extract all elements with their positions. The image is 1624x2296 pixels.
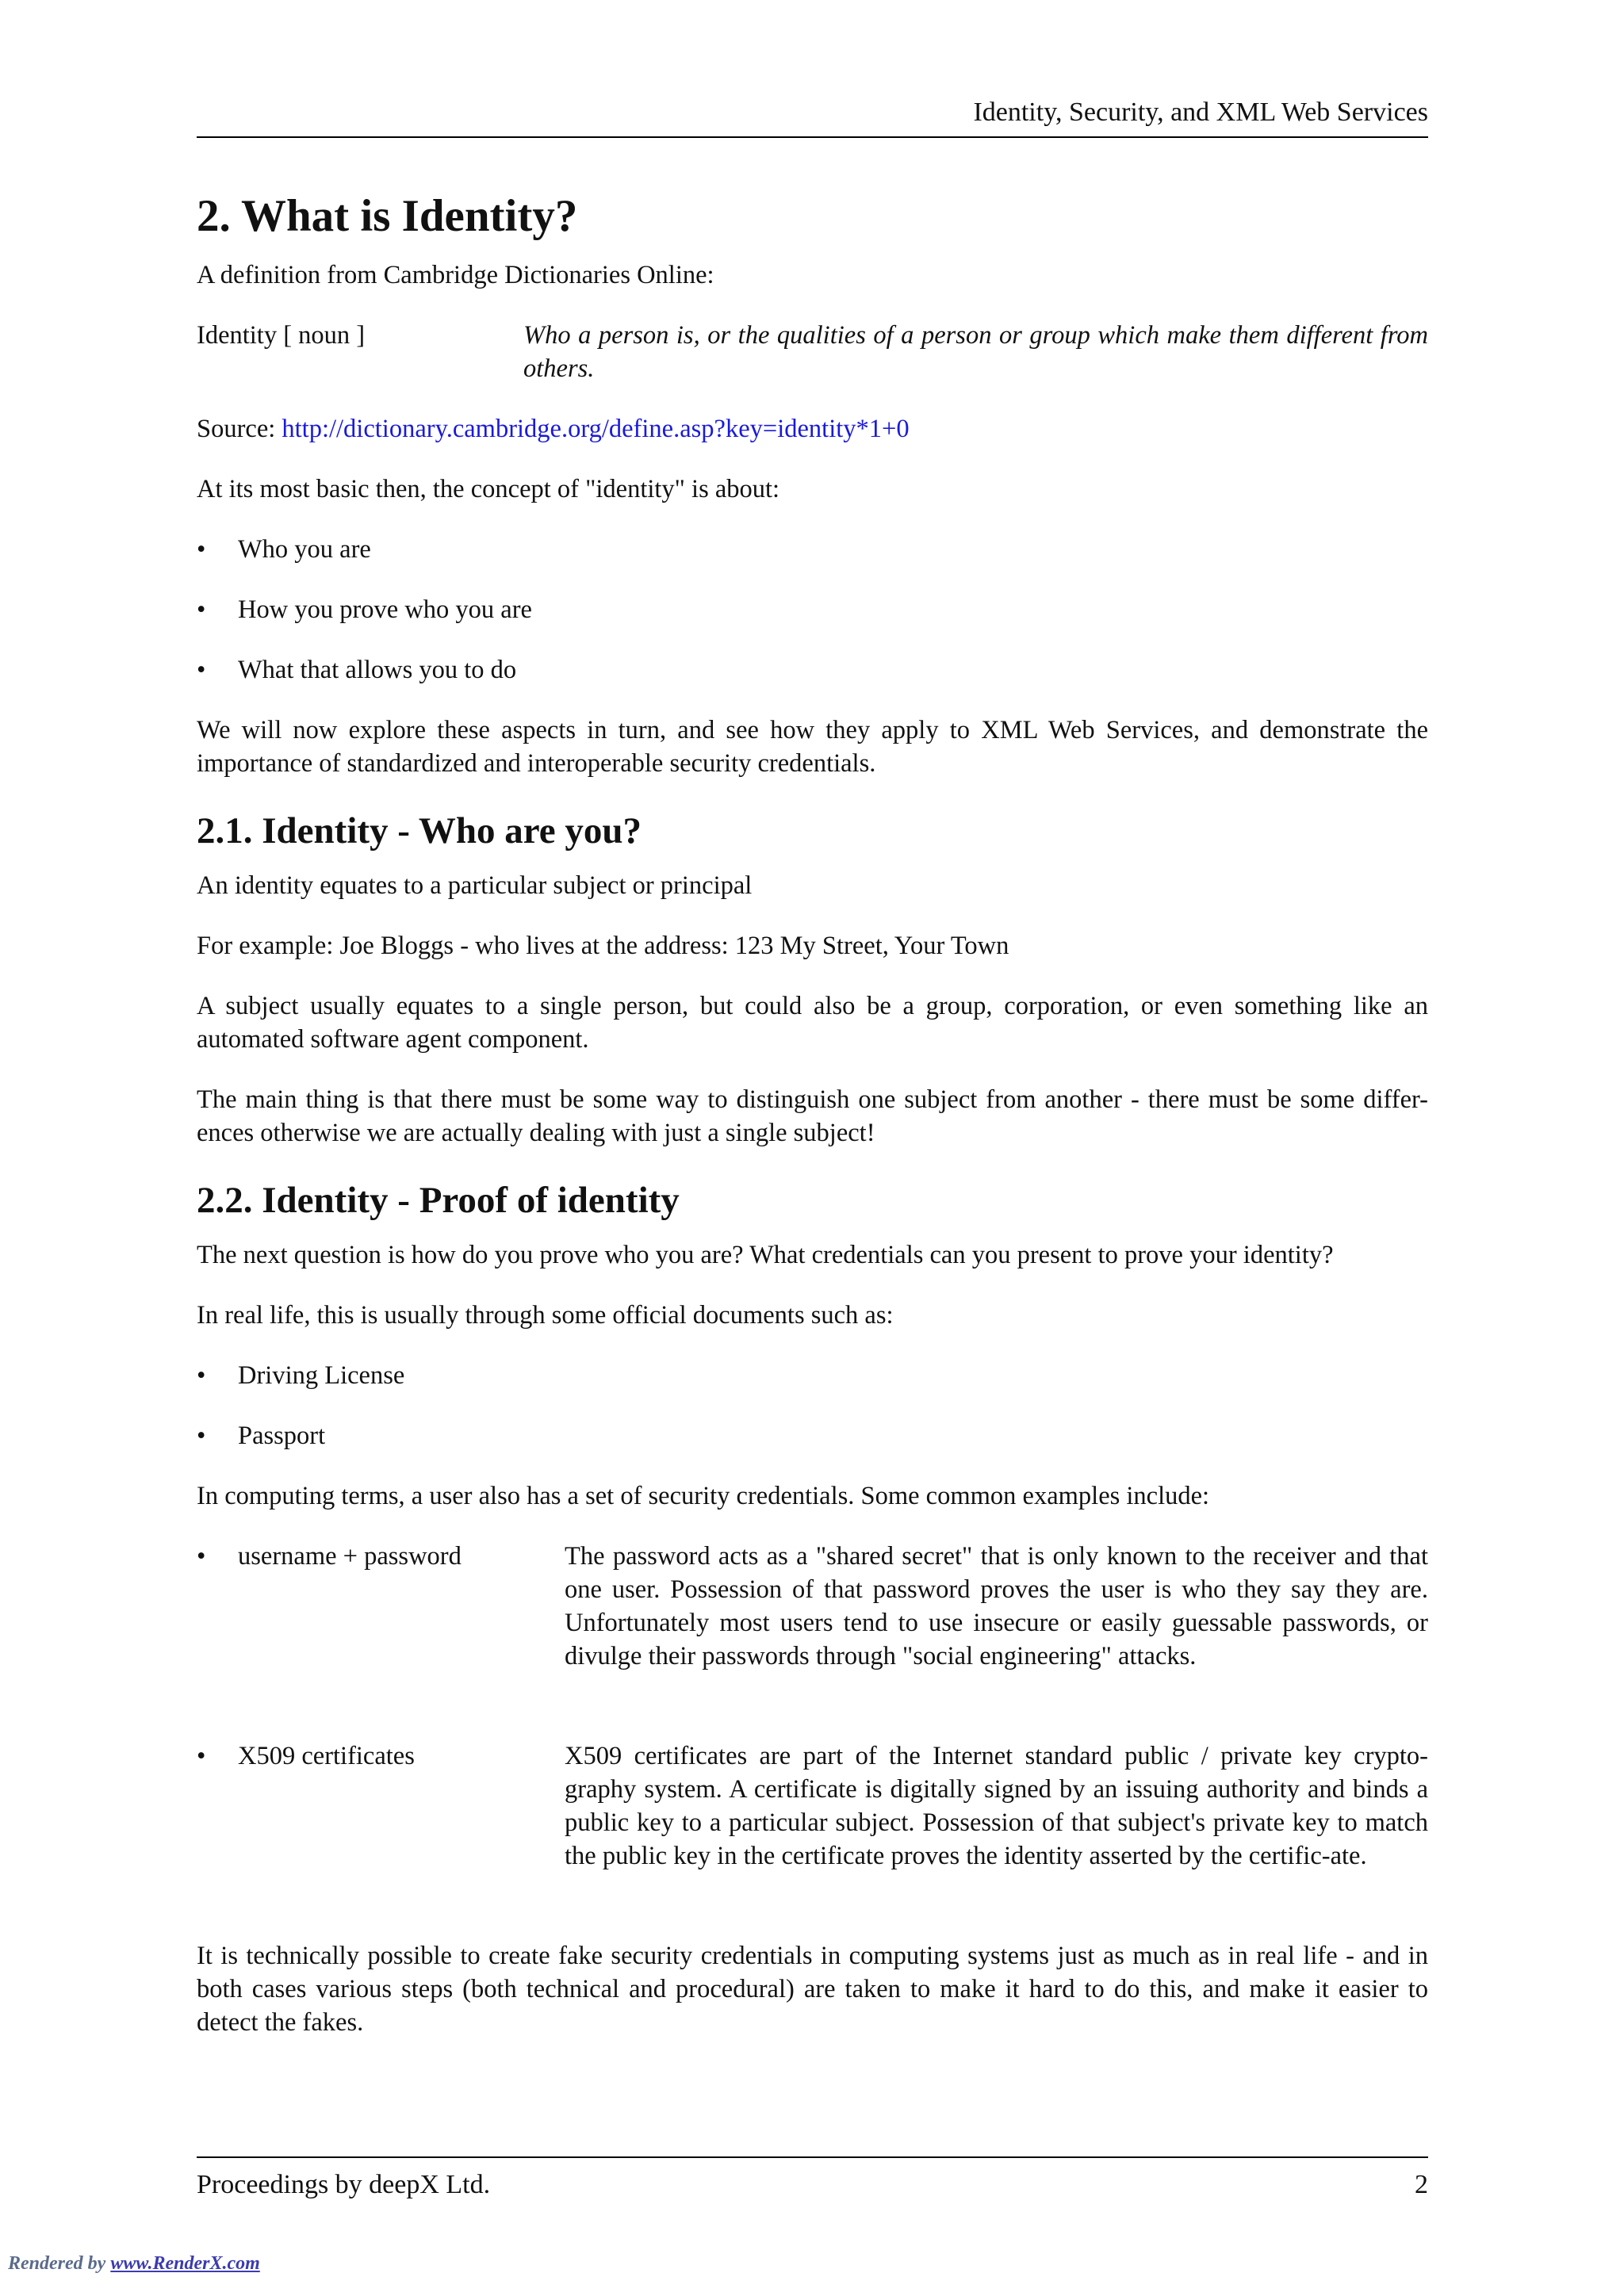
credential-description: The password acts as a "shared secret" that is only known to the receiver and that one user. Possession of that password proves the user is who they say they are. Unfortunately most users tend to use insecure or easily guessable passwords, or divulge their passwords through "social engineering" attacks. [565,1542,1428,1670]
list-item [197,533,1428,566]
concept-list [197,533,1428,687]
section-2-2-title: 2.2. Identity - Proof of identity [197,1180,680,1221]
list-item [197,1419,1428,1452]
bullet-icon: • [197,1361,206,1390]
list-item [197,653,1428,687]
list-item-text: Who you are [238,535,371,564]
list-item [197,593,1428,626]
definition-entry [197,319,1428,385]
list-item-text: How you prove who you are [238,595,532,624]
renderx-link[interactable]: www.RenderX.com [110,2253,260,2274]
definition-term: Identity [ noun ] [197,321,366,350]
bullet-icon: • [197,595,206,624]
bullet-icon: • [197,1742,206,1770]
paragraph: It is technically possible to create fake security credentials in computing systems just as much as in real life - and in both cases various steps (both technical and procedural) are taken to make it hard to do this, and make it easier to detect the fakes. [197,1942,1428,2037]
renderx-prefix: Rendered by [8,2253,106,2274]
credential-description: X509 certificates are part of the Internet standard public / private key crypto-graphy system. A certificate is digitally signed by an issuing authority and binds a public key to a particular subject. Possession of that subject's private key to match the public key in the certificate proves the identity asserted by the certific-ate. [565,1742,1428,1870]
renderx-watermark [8,2253,260,2275]
footer-publisher: Proceedings by deepX Ltd. [197,2170,491,2199]
paragraph: An identity equates to a particular subject or principal [197,871,753,900]
credential-item [197,1739,1428,1873]
paragraph: A subject usually equates to a single person, but could also be a group, corporation, or even something like an automated software agent component. [197,992,1428,1054]
running-footer [197,2156,1428,2202]
source-link[interactable]: http://dictionary.cambridge.org/define.asp?key=identity*1+0 [282,415,910,443]
paragraph: The main thing is that there must be some way to distinguish one subject from another - there must be some differ-ences otherwise we are actually dealing with just a single subject! [197,1085,1428,1147]
running-header [197,94,1428,138]
paragraph: The next question is how do you prove who you are? What credentials can you present to prove your identity? [197,1241,1334,1269]
page-content [197,189,1428,2066]
paragraph: For example: Joe Bloggs - who lives at the address: 123 My Street, Your Town [197,932,1009,960]
bullet-icon: • [197,1422,206,1450]
paragraph: In computing terms, a user also has a set of security credentials. Some common examples include: [197,1482,1210,1510]
bullet-icon: • [197,656,206,684]
definition-text: Who a person is, or the qualities of a person or group which make them different from others. [523,321,1428,383]
section-2-1-title: 2.1. Identity - Who are you? [197,810,642,851]
credential-term: X509 certificates [238,1742,415,1770]
spacer [197,1900,1428,1939]
list-item-text: What that allows you to do [238,656,517,684]
page-number: 2 [1415,2170,1428,2199]
credential-term: username + password [238,1542,462,1571]
concept-intro: At its most basic then, the concept of "identity" is about: [197,475,780,503]
list-item [197,1359,1428,1392]
list-item-text: Passport [238,1422,326,1450]
credential-item [197,1540,1428,1673]
definition-intro: A definition from Cambridge Dictionaries Online: [197,261,714,289]
documents-list [197,1359,1428,1452]
source-line [197,412,1428,446]
explore-paragraph: We will now explore these aspects in turn, and see how they apply to XML Web Services, and demonstrate the importance of standardized and interoperable security credentials. [197,716,1428,778]
bullet-icon: • [197,1542,206,1571]
paragraph: In real life, this is usually through some official documents such as: [197,1301,894,1330]
list-item-text: Driving License [238,1361,405,1390]
source-label: Source: [197,415,276,443]
spacer [197,1700,1428,1739]
running-header-title: Identity, Security, and XML Web Services [973,98,1428,127]
section-2-title: 2. What is Identity? [197,191,578,241]
bullet-icon: • [197,535,206,564]
